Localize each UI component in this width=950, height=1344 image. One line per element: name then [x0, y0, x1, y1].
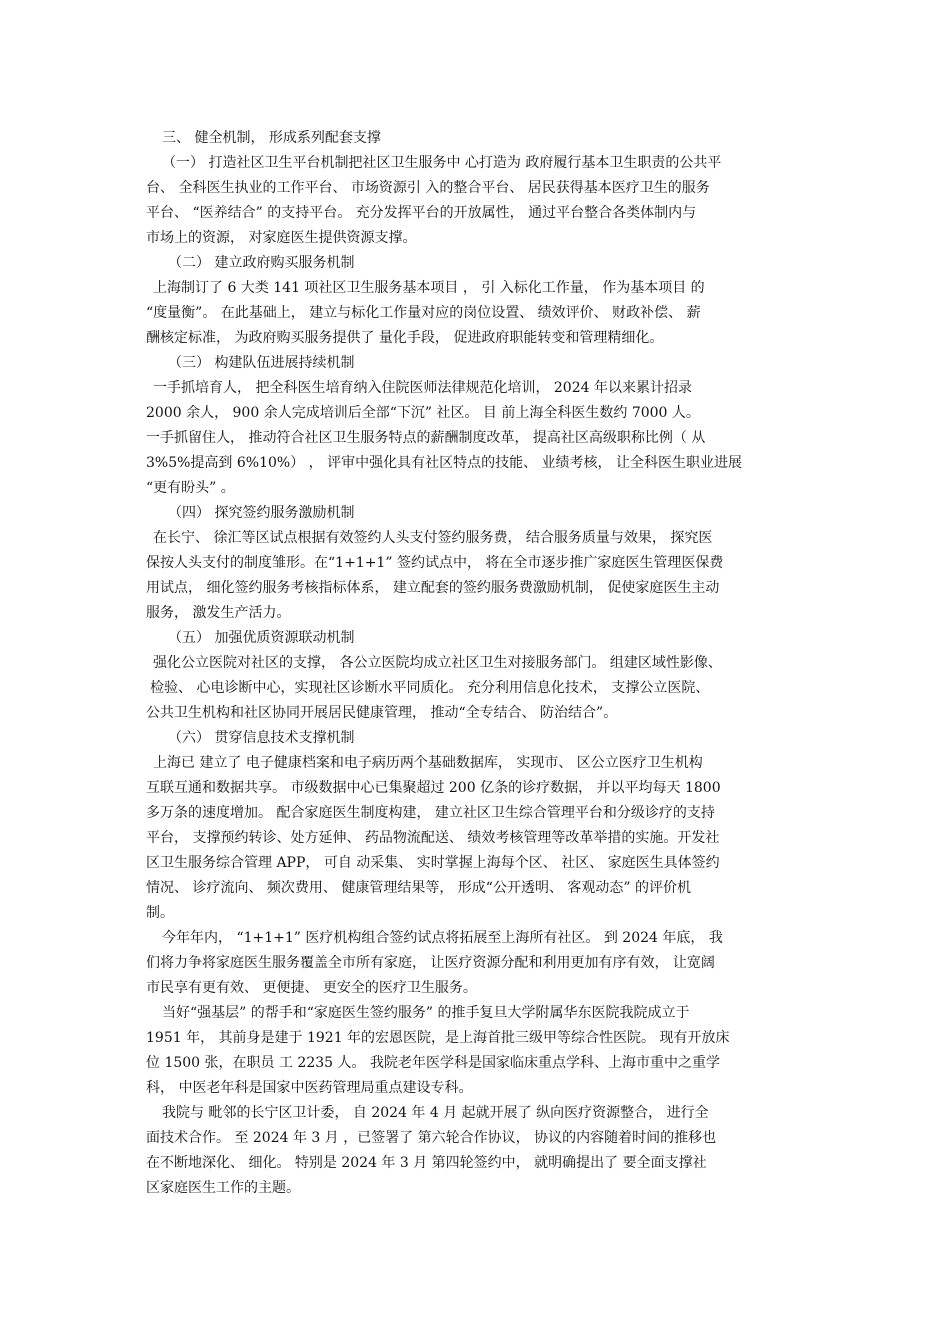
- p5-line-2: 检验、 心电诊断中心，实现社区诊断水平同质化。 充分利用信息化技术， 支撑公立医院、: [150, 680, 710, 696]
- p1-line-4: 市场上的资源， 对家庭医生提供资源支撑。: [146, 230, 417, 246]
- p1-line-2: 台、 全科医生执业的工作平台、 市场资源引 入的整合平台、 居民获得基本医疗卫生的服务: [146, 180, 710, 196]
- p8-line-3: 位 1500 张，在职员 工 2235 人。 我院老年医学科是国家临床重点学科、上海市重中之重学: [146, 1055, 720, 1071]
- p4-line-4: 服务， 激发生产活力。: [146, 605, 291, 621]
- p3-line-3: 一手抓留住人， 推动符合社区卫生服务特点的薪酬制度改革， 提高社区高级职称比例（ 从: [146, 430, 706, 446]
- p1-line-3: 平台、 “医养结合” 的支持平台。 充分发挥平台的开放属性， 通过平台整合各类体制内与: [146, 205, 697, 221]
- p5-line-1: 强化公立医院对社区的支撑， 各公立医院均成立社区卫生对接服务部门。 组建区域性影像、: [153, 655, 722, 671]
- p8-line-4: 科， 中医老年科是国家中医药管理局重点建设专科。: [146, 1080, 473, 1096]
- subheading-5: （五） 加强优质资源联动机制: [168, 630, 355, 646]
- p1-line-1: （一） 打造社区卫生平台机制把社区卫生服务中 心打造为 政府履行基本卫生职责的公共平: [162, 155, 722, 171]
- p9-line-4: 区家庭医生工作的主题。: [146, 1180, 300, 1196]
- p7-line-1: 今年年内， “1+1+1” 医疗机构组合签约试点将拓展至上海所有社区。 到 2024 年底， 我: [162, 930, 723, 946]
- subheading-4: （四） 探究签约服务激励机制: [168, 505, 355, 521]
- section-heading: 三、 健全机制， 形成系列配套支撑: [162, 130, 381, 146]
- p8-line-2: 1951 年， 其前身是建于 1921 年的宏恩医院，是上海首批三级甲等综合性医院。 现有开放床: [146, 1030, 730, 1046]
- p7-line-3: 市民享有更有效、 更便捷、 更安全的医疗卫生服务。: [146, 980, 477, 996]
- p4-line-2: 保按人头支付的制度雏形。在“1+1+1” 签约试点中， 将在全市逐步推广家庭医生管理医保费: [146, 555, 724, 571]
- p2-line-1: 上海制订了 6 大类 141 项社区卫生服务基本项目 ， 引 入标化工作量， 作为基本项目 的: [153, 280, 705, 296]
- p2-line-2: “度量衡”。 在此基础上， 建立与标化工作量对应的岗位设置、 绩效评价、 财政补偿、 薪: [146, 305, 701, 321]
- p3-line-2: 2000 余人， 900 余人完成培训后全部“下沉” 社区。 目 前上海全科医生数约 7000 人。: [146, 405, 700, 421]
- subheading-2: （二） 建立政府购买服务机制: [168, 255, 355, 271]
- p6-line-5: 区卫生服务综合管理 APP， 可自 动采集、 实时掌握上海每个区、 社区、 家庭医生具体签约: [146, 855, 720, 871]
- p4-line-3: 用试点， 细化签约服务考核指标体系， 建立配套的签约服务费激励机制， 促使家庭医生主动: [146, 580, 720, 596]
- p4-line-1: 在长宁、 徐汇等区试点根据有效签约人头支付签约服务费， 结合服务质量与效果， 探究医: [153, 530, 713, 546]
- p6-line-4: 平台， 支撑预约转诊、处方延伸、 药品物流配送、 绩效考核管理等改革举措的实施。开发社: [146, 830, 720, 846]
- p2-line-3: 酬核定标准， 为政府购买服务提供了 量化手段， 促进政府职能转变和管理精细化。: [146, 330, 664, 346]
- p6-line-6: 情况、 诊疗流向、 频次费用、 健康管理结果等， 形成“公开透明、 客观动态” 的评价机: [146, 880, 692, 896]
- subheading-6: （六） 贯穿信息技术支撑机制: [168, 730, 355, 746]
- p9-line-3: 在不断地深化、 细化。 特别是 2024 年 3 月 第四轮签约中， 就明确提出了 要全面支撑社: [146, 1155, 707, 1171]
- p6-line-7: 制。: [146, 905, 174, 921]
- p6-line-2: 互联互通和数据共享。 市级数据中心已集聚超过 200 亿条的诊疗数据， 并以平均每天 1800: [146, 780, 721, 796]
- p8-line-1: 当好“强基层” 的帮手和“家庭医生签约服务” 的推手复旦大学附属华东医院我院成立于: [162, 1005, 690, 1021]
- subheading-3: （三） 构建队伍进展持续机制: [168, 355, 355, 371]
- p5-line-3: 公共卫生机构和社区协同开展居民健康管理， 推动“全专结合、 防治结合”。: [146, 705, 618, 721]
- p9-line-2: 面技术合作。 至 2024 年 3 月 ，已签署了 第六轮合作协议， 协议的内容随着时间的推移也: [146, 1130, 717, 1146]
- p7-line-2: 们将力争将家庭医生服务覆盖全市所有家庭， 让医疗资源分配和利用更加有序有效， 让宽阔: [146, 955, 715, 971]
- p9-line-1: 我院与 毗邻的长宁区卫计委， 自 2024 年 4 月 起就开展了 纵向医疗资源整合， 进行全: [162, 1105, 709, 1121]
- p3-line-1: 一手抓培育人， 把全科医生培育纳入住院医师法律规范化培训， 2024 年以来累计招录: [153, 380, 692, 396]
- p6-line-1: 上海已 建立了 电子健康档案和电子病历两个基础数据库， 实现市、 区公立医疗卫生机构: [153, 755, 703, 771]
- p3-line-5: “更有盼头” 。: [146, 480, 235, 496]
- p3-line-4: 3%5%提高到 6%10%） ， 评审中强化具有社区特点的技能、 业绩考核， 让全科医生职业进展: [146, 455, 742, 471]
- p6-line-3: 多万条的速度增加。 配合家庭医生制度构建， 建立社区卫生综合管理平台和分级诊疗的支持: [146, 805, 715, 821]
